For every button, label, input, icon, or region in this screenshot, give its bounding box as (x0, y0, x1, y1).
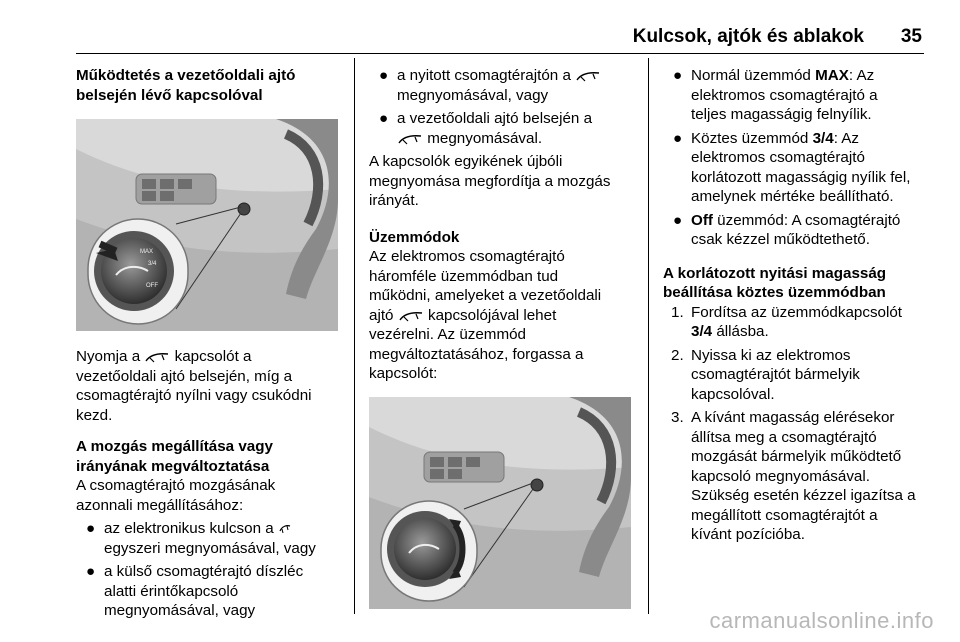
paragraph: Nyomja a kapcsolót a vezetőoldali ajtó belsején, míg a csomagtérajtó nyílni vagy csukódni kezd. (76, 348, 312, 424)
paragraph: A csomagtérajtó mozgásának azonnali megállításához: (76, 477, 276, 514)
list-item: ● Normál üzemmód MAX: Az elektromos csomagtérajtó a teljes magasságig felnyílik. (673, 67, 878, 123)
numbered-step: 1. Fordítsa az üzemmódkapcsolót 3/4 állásba. (671, 303, 903, 340)
section-heading: A korlátozott nyitási magasság beállítása köztes üzemmódban (663, 264, 887, 301)
column-divider (648, 58, 649, 614)
paragraph: A kapcsolók egyikének újbóli megnyomása megfordítja a mozgás irányát. (369, 153, 611, 209)
mode-switch-figure (369, 397, 631, 609)
watermark: carmanualsonline.info (709, 608, 934, 633)
paragraph: Az elektromos csomagtérajtó háromféle üzemmódban tud működni, amelyeket a vezetőoldali ajtó kapcsolójával lehet vezérelni. Az üzemmód megváltoztatásához, forgassa a kapcsolót: (369, 248, 602, 382)
list-item: ● az elektronikus kulcson a egyszeri megnyomásával, vagy (86, 520, 316, 557)
numbered-step: 2. Nyissa ki az elektromos csomagtérajtót bármelyik kapcsolóval. (671, 346, 860, 403)
list-item: ● a külső csomagtérajtó díszléc alatti érintőkapcsoló megnyomásával, vagy (86, 563, 304, 619)
door-switch-figure (76, 119, 338, 331)
column-2 (369, 66, 639, 609)
section-heading: Működtetés a vezetőoldali ajtó belsején lévő kapcsolóval (76, 67, 296, 104)
list-item: ● Köztes üzemmód 3/4: Az elektromos csomagtérajtó korlátozott magasságig nyílik fel, amelynek mértéke beállítható. (673, 129, 911, 205)
section-heading: A mozgás megállítása vagy irányának megváltoztatása (76, 438, 273, 475)
list-item: ● Off üzemmód: A csomagtérajtó csak kézzel működtethető. (673, 211, 901, 248)
list-item: ● a nyitott csomagtérajtón a megnyomásával, vagy (369, 66, 639, 105)
figure-label-three-quarter: 3/4 (148, 261, 157, 267)
list-item: ● a vezetőoldali ajtó belsején a megnyomásával. (379, 110, 593, 147)
figure-label-max: MAX (140, 249, 154, 255)
section-heading: Üzemmódok (369, 228, 460, 246)
figure-label-off: OFF (146, 283, 158, 289)
tailgate-icon (398, 309, 424, 323)
column-3 (663, 66, 933, 545)
key-icon (278, 522, 292, 536)
column-1 (76, 66, 346, 621)
numbered-step: 3. A kívánt magasság elérésekor állítsa meg a csomagtérajtó mozgását bármelyik működtető kapcsoló megnyomásával. Szükség esetén kézzel igazítsa a megállított csomagtérajtót a kívánt pozícióba. (671, 409, 916, 543)
tailgate-icon (575, 69, 601, 83)
header-rule (76, 53, 924, 54)
page-number: 35 (900, 26, 922, 47)
column-divider (354, 58, 355, 614)
page-header-title: Kulcsok, ajtók és ablakok (632, 26, 864, 47)
tailgate-icon (144, 350, 170, 364)
tailgate-icon (397, 132, 423, 146)
